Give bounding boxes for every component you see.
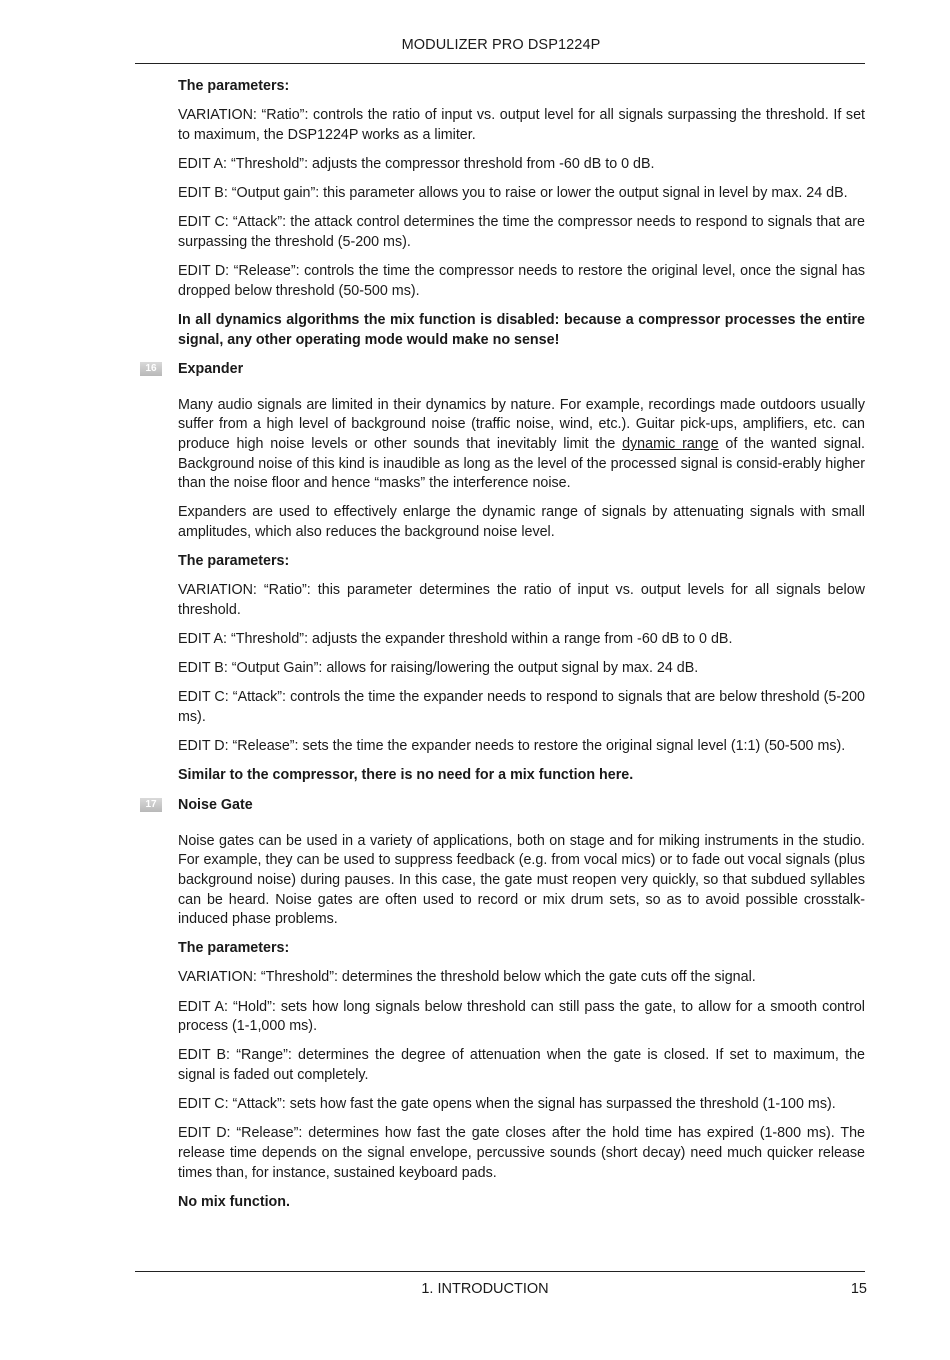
section-number-badge: 17	[140, 798, 162, 812]
expander-heading	[145, 360, 865, 380]
noise-gate-title: Noise Gate	[178, 796, 253, 813]
noise-gate-note: No mix function.	[178, 1193, 290, 1210]
expander-param-edit-d: EDIT D: “Release”: sets the time the expander needs to restore the original signal level (1:1) (50-500 ms).	[178, 738, 846, 755]
noise-gate-param-edit-d: EDIT D: “Release”: determines how fast the gate closes after the hold time has expired (1-800 ms). The release time depends on the signal envelope, percussive sounds (short decay) need much quicker release times than, for instance, sustained keyboard pads.	[178, 1125, 865, 1181]
expander-param-variation: VARIATION: “Ratio”: this parameter determines the ratio of input vs. output levels for all signals below threshold.	[178, 582, 865, 618]
compressor-params-heading: The parameters:	[178, 78, 290, 94]
expander-title: Expander	[178, 360, 244, 377]
expander-intro-2: Expanders are used to effectively enlarge the dynamic range of signals by attenuating signals with small amplitudes, which also reduces the background noise level.	[178, 504, 865, 540]
compressor-param-variation: VARIATION: “Ratio”: controls the ratio of input vs. output level for all signals surpassing the threshold. If set to maximum, the DSP1224P works as a limiter.	[178, 107, 865, 143]
expander-param-edit-a: EDIT A: “Threshold”: adjusts the expander threshold within a range from -60 dB to 0 dB.	[178, 631, 733, 648]
page-content	[145, 77, 865, 1222]
compressor-note: In all dynamics algorithms the mix function is disabled: because a compressor processes the entire signal, any other operating mode would make no sense!	[178, 311, 865, 348]
compressor-param-edit-d: EDIT D: “Release”: controls the time the compressor needs to restore the original level, once the signal has dropped below threshold (50-500 ms).	[178, 263, 865, 299]
compressor-param-edit-c: EDIT C: “Attack”: the attack control determines the time the compressor needs to respond to signals that are surpassing the threshold (5-200 ms).	[178, 214, 865, 250]
compressor-param-edit-a: EDIT A: “Threshold”: adjusts the compressor threshold from -60 dB to 0 dB.	[178, 155, 655, 172]
noise-gate-intro: Noise gates can be used in a variety of applications, both on stage and for miking instruments in the studio. For example, they can be used to suppress feedback (e.g. from vocal mics) or to fade out vocal signals (plus background noise) during pauses. In this case, the gate must reopen very quickly, so that subdued syllables can be heard. Noise gates are often used to record or mix drum sets, so as to avoid possible crosstalk-induced phase problems.	[178, 832, 865, 928]
footer-rule	[135, 1271, 865, 1272]
expander-intro: Many audio signals are limited in their dynamics by nature. For example, recordings made outdoors usually suffer from a high level of background noise (traffic noise, wind, etc.). Guitar pick-ups, amplifiers, etc. can produce high noise levels or other sounds that inevitably limit the dynamic range of the wanted signal. Background noise of this kind is inaudible as long as the level of the processed signal is consid-erably higher than the noise floor and hence “masks” the interference noise.	[178, 396, 865, 492]
expander-param-edit-b: EDIT B: “Output Gain”: allows for raising/lowering the output signal by max. 24 dB.	[178, 660, 699, 677]
noise-gate-heading	[145, 796, 865, 816]
footer-chapter: 1. INTRODUCTION	[421, 1281, 549, 1297]
noise-gate-param-variation: VARIATION: “Threshold”: determines the threshold below which the gate cuts off the signal.	[178, 969, 756, 986]
expander-params-heading: The parameters:	[178, 553, 290, 570]
section-number-badge: 16	[140, 362, 162, 376]
noise-gate-param-edit-b: EDIT B: “Range”: determines the degree of attenuation when the gate is closed. If set to maximum, the signal is faded out completely.	[178, 1047, 865, 1084]
header-rule	[135, 63, 865, 64]
expander-note: Similar to the compressor, there is no need for a mix function here.	[178, 767, 634, 784]
noise-gate-params-heading: The parameters:	[178, 940, 290, 957]
noise-gate-param-edit-a: EDIT A: “Hold”: sets how long signals below threshold can still pass the gate, to allow for a smooth control process (1-1,000 ms).	[178, 998, 865, 1035]
page-number: 15	[850, 1281, 867, 1297]
dynamic-range-link[interactable]: dynamic range	[622, 435, 719, 452]
page-header-title: MODULIZER PRO DSP1224P	[401, 37, 601, 53]
noise-gate-param-edit-c: EDIT C: “Attack”: sets how fast the gate opens when the signal has surpassed the threshold (1-100 ms).	[178, 1096, 836, 1113]
expander-param-edit-c: EDIT C: “Attack”: controls the time the expander needs to respond to signals that are below threshold (5-200 ms).	[178, 689, 865, 726]
compressor-param-edit-b: EDIT B: “Output gain”: this parameter allows you to raise or lower the output signal in level by max. 24 dB.	[178, 185, 848, 202]
